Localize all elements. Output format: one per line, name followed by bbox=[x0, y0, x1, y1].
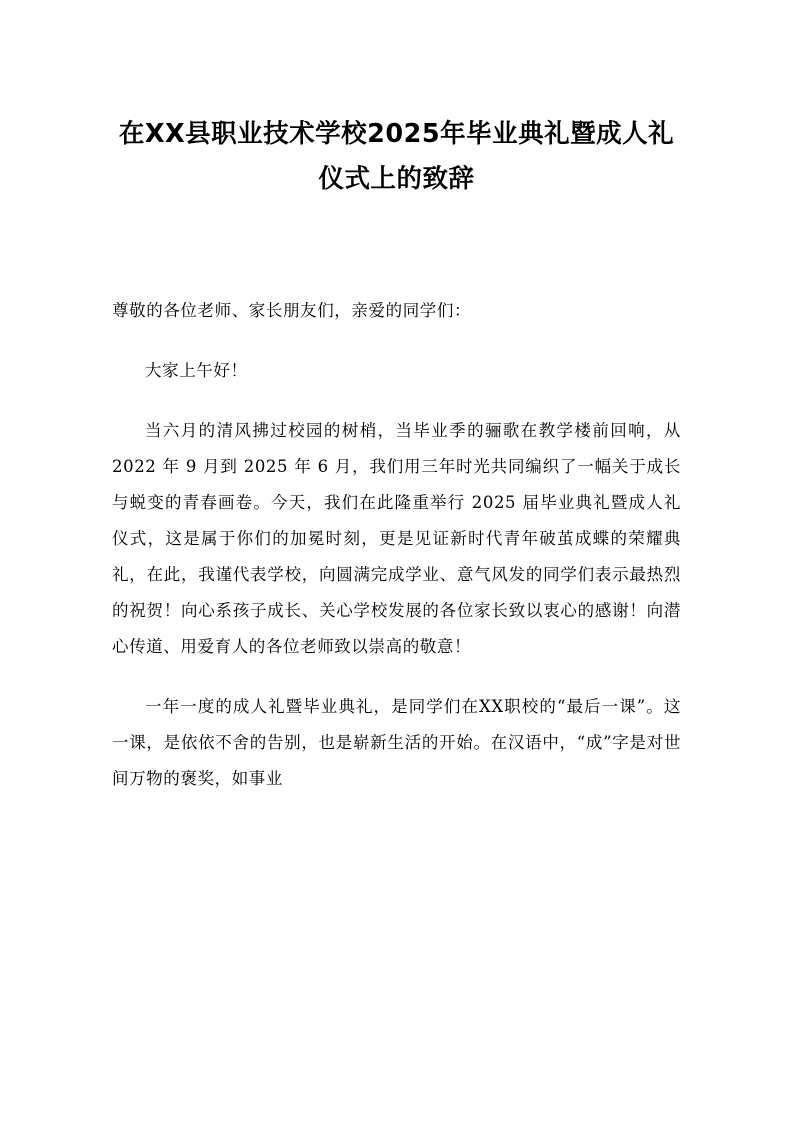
page-title: 在XX县职业技术学校2025年毕业典礼暨成人礼仪式上的致辞 bbox=[118, 119, 675, 194]
paragraph-body-second: 一年一度的成人礼暨毕业典礼，是同学们在XX职校的“最后一课”。这一课，是依依不舍的告别，也是崭新生活的开始。在汉语中，“成”字是对世间万物的褒奖，如事业 bbox=[112, 696, 681, 788]
paragraph-opening: 当六月的清风拂过校园的树梢，当毕业季的骊歌在教学楼前回响，从 2022 年 9 月到 2025 年 6 月，我们用三年时光共同编织了一幅关于成长与蜕变的青春画卷。今天，我们在此隆重举行 2025 届毕业典礼暨成人礼仪式，这是属于你们的加冕时刻，更是见证新时代青年破茧成蝶的荣耀典礼，在此，我谨代表学校，向圆满完成学业、意气风发的同学们表示最热烈的祝贺！向心系孩子成长、关心学校发展的各位家长致以衷心的感谢！向潜心传道、用爱育人的各位老师致以崇高的敬意！ bbox=[112, 421, 681, 656]
paragraph-greeting: 大家上午好！ bbox=[145, 361, 248, 381]
paragraph-salutation: 尊敬的各位老师、家长朋友们，亲爱的同学们： bbox=[112, 301, 472, 321]
document-body bbox=[112, 293, 681, 797]
